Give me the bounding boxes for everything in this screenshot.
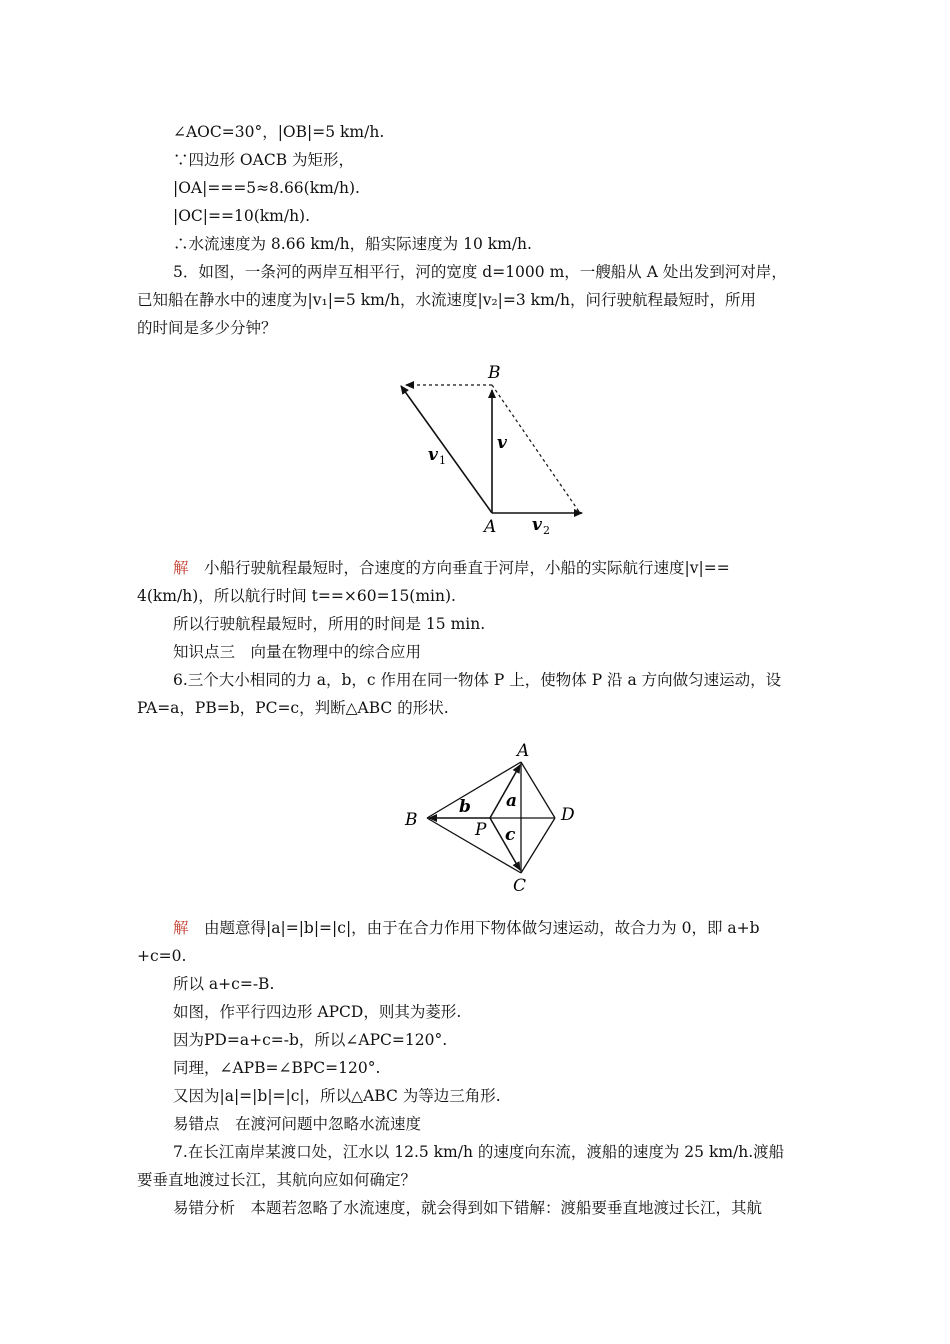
forces-diagram (395, 728, 591, 900)
solution-label: 解 (173, 559, 189, 577)
knowledge-point-3: 知识点三 向量在物理中的综合应用 (173, 643, 422, 661)
label-B: B (405, 810, 418, 830)
vector-v1-arrow (401, 386, 492, 513)
solution-6-line-6: 同理，∠APB=∠BPC=120°. (173, 1059, 381, 1077)
solution-6-line-7: 又因为|a|=|b|=|c|，所以△ABC 为等边三角形. (173, 1087, 501, 1105)
label-D: D (561, 805, 575, 825)
label-b: b (459, 797, 471, 817)
label-A: A (484, 517, 497, 537)
problem-6-line-1: 6.三个大小相同的力 a，b，c 作用在同一物体 P 上，使物体 P 沿 a 方向做匀速运动，设 (173, 671, 782, 689)
line-3: |OA|===5≈8.66(km/h). (173, 179, 360, 197)
label-v2-sub: 2 (543, 524, 550, 537)
problem-5-line-3: 的时间是多少分钟？ (137, 319, 277, 337)
line-5: ∴水流速度为 8.66 km/h，船实际速度为 10 km/h. (173, 235, 532, 253)
line-2: ∵四边形 OACB 为矩形， (173, 151, 355, 169)
river-crossing-diagram (384, 350, 600, 548)
label-v: v (497, 433, 507, 453)
solution-6-line-5: 因为PD=a+c=-b，所以∠APC=120°. (173, 1031, 448, 1049)
problem-7-line-2: 要垂直地渡过长江，其航向应如何确定？ (137, 1171, 417, 1189)
solution-6-line-4: 如图，作平行四边形 APCD，则其为菱形. (173, 1003, 462, 1021)
problem-7-line-1: 7.在长江南岸某渡口处，江水以 12.5 km/h 的速度向东流，渡船的速度为 25 km/h.渡船 (173, 1143, 785, 1161)
line-4: |OC|==10(km/h). (173, 207, 311, 225)
label-B: B (488, 363, 501, 383)
label-v2: v (532, 515, 542, 535)
solution-6-text: 由题意得|a|=|b|=|c|，由于在合力作用下物体做匀速运动，故合力为 0，即 a+b (188, 919, 760, 937)
label-c: c (505, 825, 516, 845)
label-v1: v (428, 445, 438, 465)
solution-6-line-2: +c=0. (137, 947, 187, 965)
solution-5-line-2: 4(km/h)，所以航行时间 t==×60=15(min). (137, 587, 456, 605)
solution-5-line-3: 所以行驶航程最短时，所用的时间是 15 min. (173, 615, 486, 633)
figure-river-crossing (384, 350, 600, 548)
problem-6-line-2: PA=a，PB=b，PC=c，判断△ABC 的形状. (137, 699, 449, 717)
pitfall-analysis-line-1: 易错分析 本题若忽略了水流速度，就会得到如下错解：渡船要垂直地渡过长江，其航 (173, 1199, 763, 1217)
label-a: a (506, 791, 518, 811)
pitfall-heading: 易错点 在渡河问题中忽略水流速度 (173, 1115, 422, 1133)
problem-5-line-1: 5．如图，一条河的两岸互相平行，河的宽度 d=1000 m，一艘船从 A 处出发到河对岸， (173, 263, 787, 281)
label-C: C (513, 876, 527, 896)
edge-D-C (521, 818, 555, 873)
solution-6-line-1 (173, 918, 760, 938)
solution-5-line-1 (173, 558, 730, 578)
edge-A-D (521, 762, 555, 818)
label-P: P (475, 820, 487, 840)
label-A: A (517, 741, 530, 761)
solution-label: 解 (173, 919, 189, 937)
label-v1-sub: 1 (439, 454, 446, 467)
solution-6-line-3: 所以 a+c=-B. (173, 975, 275, 993)
solution-5-text: 小船行驶航程最短时，合速度的方向垂直于河岸，小船的实际航行速度|v|== (188, 559, 730, 577)
line-1: ∠AOC=30°，|OB|=5 km/h. (173, 123, 385, 141)
problem-5-line-2: 已知船在静水中的速度为|v₁|=5 km/h，水流速度|v₂|=3 km/h，问行驶航程最短时，所用 (137, 291, 756, 309)
figure-forces-rhombus (395, 728, 591, 900)
